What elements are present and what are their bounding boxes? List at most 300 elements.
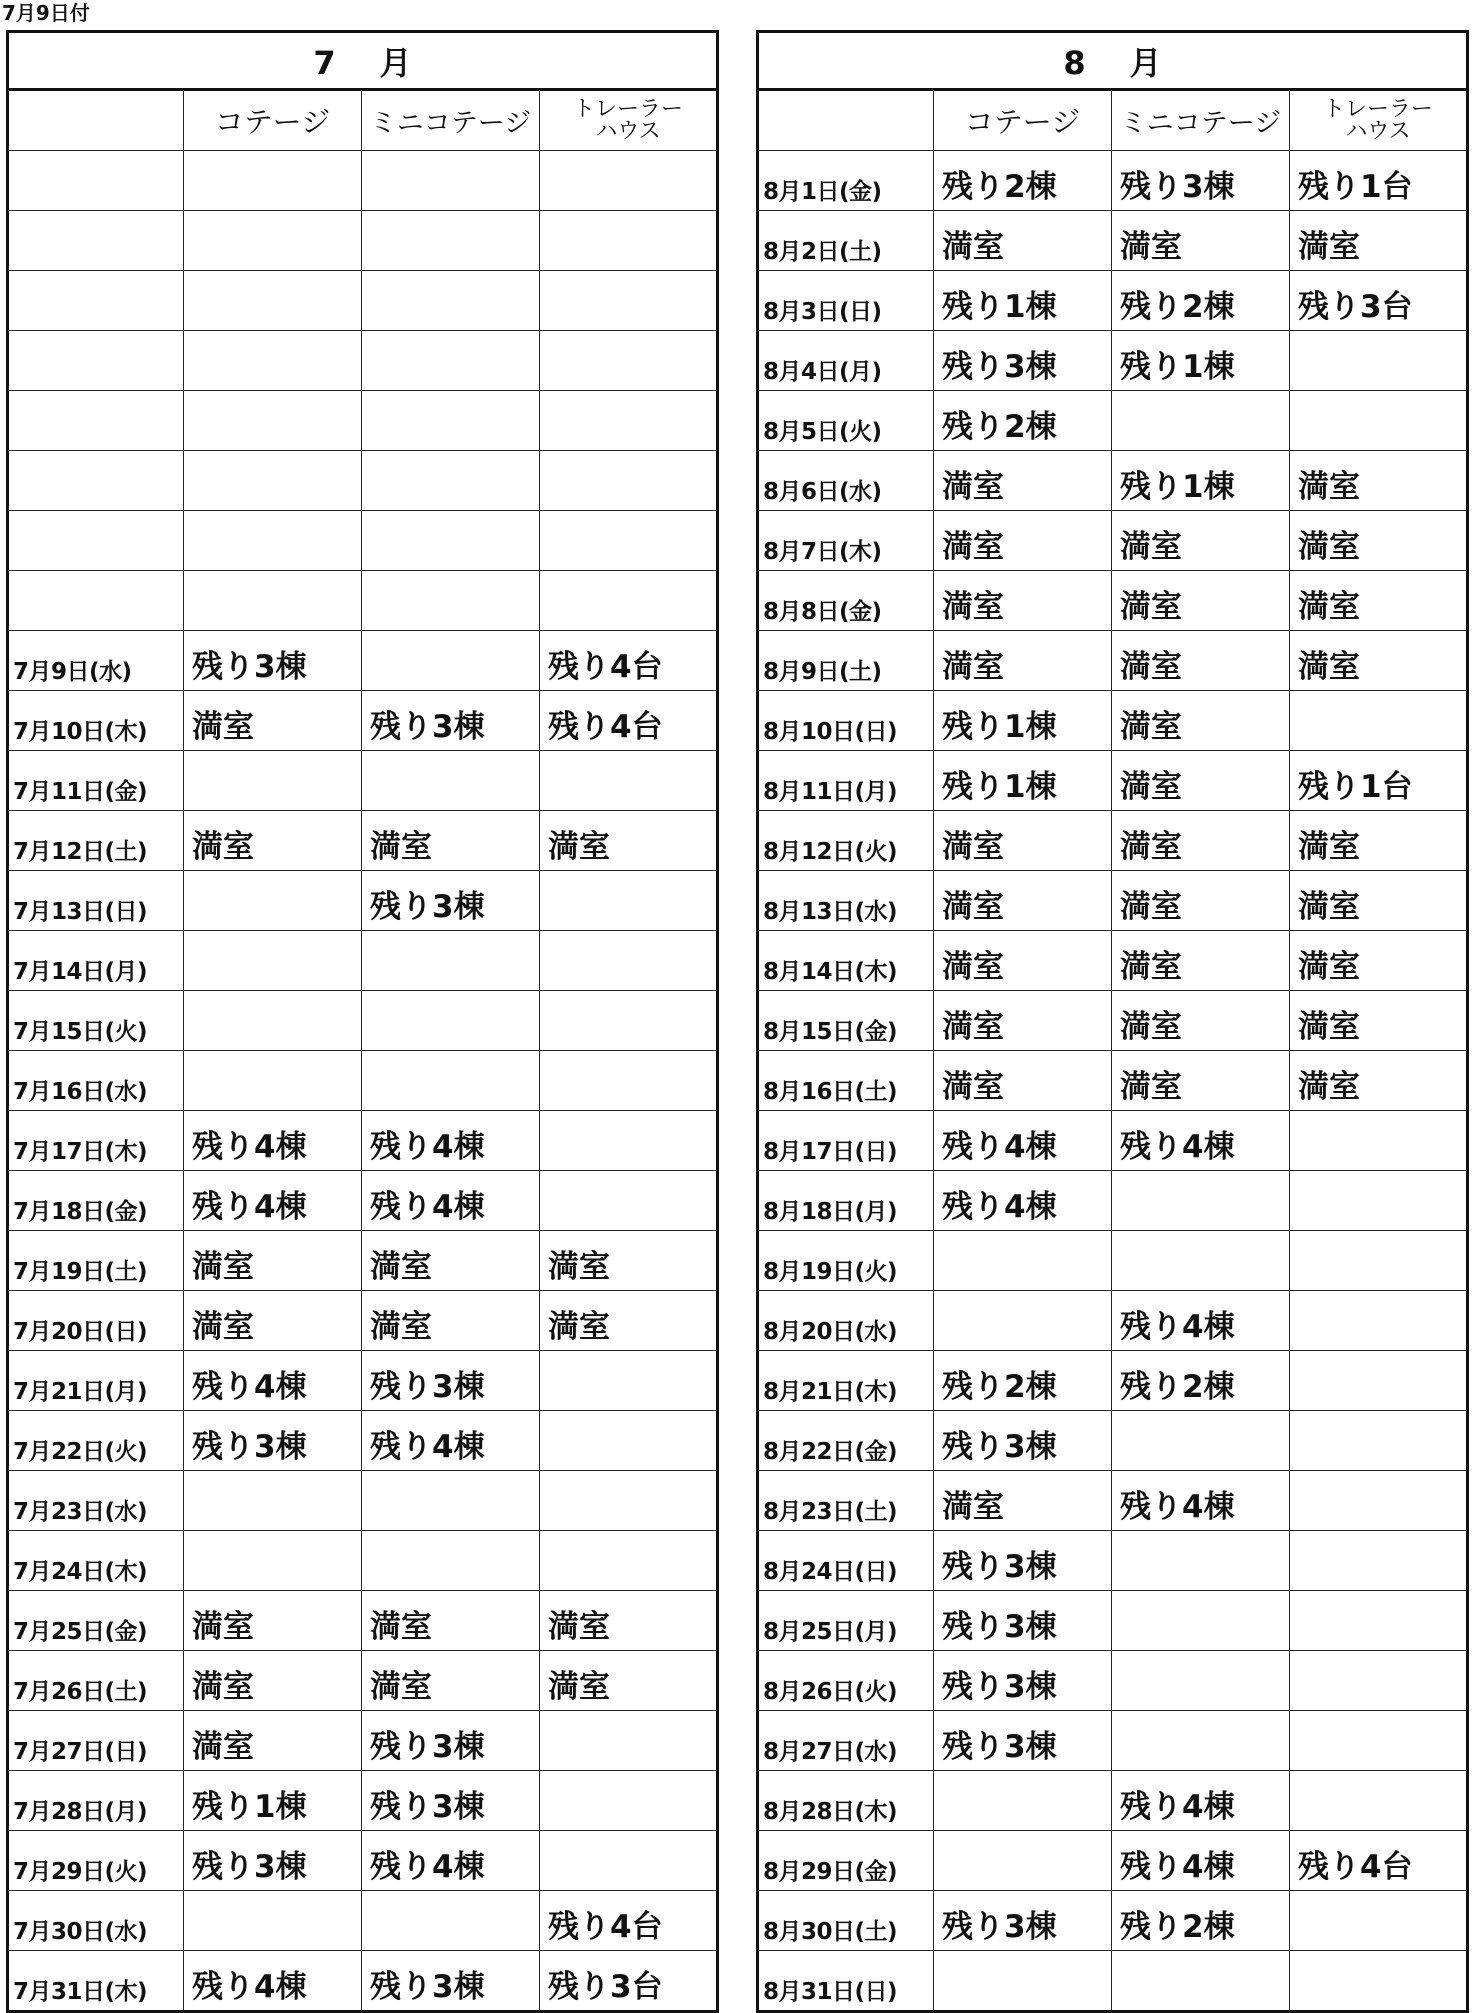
mini-cottage-availability-cell: 残り3棟 bbox=[362, 871, 540, 931]
trailer-house-availability-cell bbox=[540, 991, 718, 1051]
mini-cottage-availability-cell: 残り1棟 bbox=[1112, 451, 1290, 511]
day-row bbox=[758, 1531, 1468, 1591]
cottage-availability-cell: 残り1棟 bbox=[934, 691, 1112, 751]
trailer-house-availability-cell bbox=[1290, 1591, 1468, 1651]
date-cell bbox=[8, 331, 184, 391]
trailer-house-availability-cell: 残り3台 bbox=[540, 1951, 718, 2012]
august-table bbox=[756, 30, 1469, 2013]
trailer-house-availability-cell bbox=[1290, 1411, 1468, 1471]
mini-cottage-availability-cell bbox=[362, 391, 540, 451]
mini-cottage-availability-cell: 満室 bbox=[1112, 871, 1290, 931]
trailer-header-line1: トレーラー bbox=[573, 96, 684, 122]
date-cell: 7月21日(月) bbox=[8, 1351, 184, 1411]
trailer-house-availability-cell bbox=[1290, 1471, 1468, 1531]
date-cell: 7月23日(水) bbox=[8, 1471, 184, 1531]
cottage-availability-cell: 満室 bbox=[934, 451, 1112, 511]
date-cell: 7月25日(金) bbox=[8, 1591, 184, 1651]
cottage-availability-cell: 残り1棟 bbox=[184, 1771, 362, 1831]
date-cell: 8月12日(火) bbox=[758, 811, 934, 871]
mini-cottage-availability-cell bbox=[362, 571, 540, 631]
cottage-availability-cell: 満室 bbox=[184, 1291, 362, 1351]
cottage-availability-cell: 満室 bbox=[934, 1051, 1112, 1111]
date-cell: 8月29日(金) bbox=[758, 1831, 934, 1891]
date-cell: 8月15日(金) bbox=[758, 991, 934, 1051]
date-cell: 8月22日(金) bbox=[758, 1411, 934, 1471]
trailer-house-column-header bbox=[540, 90, 718, 151]
day-row bbox=[8, 991, 718, 1051]
date-cell: 8月2日(土) bbox=[758, 211, 934, 271]
day-row bbox=[8, 1591, 718, 1651]
date-cell: 7月14日(月) bbox=[8, 931, 184, 991]
date-cell: 7月26日(土) bbox=[8, 1651, 184, 1711]
mini-cottage-availability-cell: 満室 bbox=[362, 1651, 540, 1711]
mini-cottage-availability-cell bbox=[362, 451, 540, 511]
day-row bbox=[8, 931, 718, 991]
cottage-availability-cell bbox=[934, 1231, 1112, 1291]
date-cell: 8月27日(水) bbox=[758, 1711, 934, 1771]
cottage-availability-cell: 残り2棟 bbox=[934, 391, 1112, 451]
day-row bbox=[8, 811, 718, 871]
day-row bbox=[8, 1051, 718, 1111]
trailer-house-availability-cell bbox=[540, 931, 718, 991]
trailer-house-availability-cell bbox=[540, 391, 718, 451]
mini-cottage-availability-cell bbox=[362, 751, 540, 811]
date-cell: 7月12日(土) bbox=[8, 811, 184, 871]
cottage-availability-cell: 満室 bbox=[934, 931, 1112, 991]
day-row bbox=[8, 1471, 718, 1531]
trailer-house-availability-cell bbox=[540, 331, 718, 391]
mini-cottage-availability-cell: 残り2棟 bbox=[1112, 271, 1290, 331]
cottage-availability-cell bbox=[934, 1771, 1112, 1831]
cottage-availability-cell bbox=[184, 751, 362, 811]
day-row bbox=[758, 211, 1468, 271]
day-row bbox=[8, 1771, 718, 1831]
trailer-house-availability-cell: 満室 bbox=[1290, 871, 1468, 931]
mini-cottage-availability-cell: 満室 bbox=[1112, 931, 1290, 991]
date-cell: 8月14日(木) bbox=[758, 931, 934, 991]
date-cell bbox=[8, 151, 184, 211]
day-row bbox=[758, 1771, 1468, 1831]
trailer-house-availability-cell: 満室 bbox=[540, 1591, 718, 1651]
day-row bbox=[758, 1831, 1468, 1891]
date-cell: 8月4日(月) bbox=[758, 331, 934, 391]
day-row bbox=[8, 871, 718, 931]
day-row bbox=[8, 211, 718, 271]
date-cell bbox=[8, 211, 184, 271]
mini-cottage-availability-cell bbox=[1112, 1411, 1290, 1471]
cottage-availability-cell bbox=[184, 511, 362, 571]
day-row bbox=[8, 1951, 718, 2012]
cottage-availability-cell bbox=[934, 1291, 1112, 1351]
mini-cottage-availability-cell: 残り4棟 bbox=[362, 1111, 540, 1171]
mini-cottage-availability-cell: 残り2棟 bbox=[1112, 1351, 1290, 1411]
month-number: 8 bbox=[1063, 43, 1086, 82]
mini-cottage-availability-cell bbox=[362, 631, 540, 691]
day-row bbox=[8, 1111, 718, 1171]
trailer-house-availability-cell: 残り1台 bbox=[1290, 751, 1468, 811]
day-row bbox=[8, 151, 718, 211]
trailer-house-availability-cell: 満室 bbox=[540, 1651, 718, 1711]
mini-cottage-availability-cell: 残り4棟 bbox=[362, 1171, 540, 1231]
date-cell: 7月17日(木) bbox=[8, 1111, 184, 1171]
trailer-house-availability-cell: 満室 bbox=[1290, 511, 1468, 571]
mini-cottage-availability-cell bbox=[1112, 1951, 1290, 2012]
trailer-house-availability-cell bbox=[1290, 1291, 1468, 1351]
date-cell bbox=[8, 271, 184, 331]
day-row bbox=[758, 931, 1468, 991]
day-row bbox=[758, 511, 1468, 571]
cottage-availability-cell bbox=[184, 211, 362, 271]
mini-cottage-availability-cell: 残り3棟 bbox=[1112, 151, 1290, 211]
trailer-house-availability-cell bbox=[540, 151, 718, 211]
trailer-house-availability-cell bbox=[1290, 1951, 1468, 2012]
cottage-availability-cell bbox=[184, 451, 362, 511]
cottage-availability-cell: 満室 bbox=[934, 811, 1112, 871]
day-row bbox=[758, 631, 1468, 691]
mini-cottage-availability-cell bbox=[362, 1891, 540, 1951]
date-cell: 8月5日(火) bbox=[758, 391, 934, 451]
mini-cottage-availability-cell bbox=[1112, 1651, 1290, 1711]
cottage-availability-cell: 残り3棟 bbox=[184, 1831, 362, 1891]
trailer-house-availability-cell bbox=[540, 571, 718, 631]
date-cell bbox=[8, 451, 184, 511]
cottage-availability-cell: 残り1棟 bbox=[934, 271, 1112, 331]
trailer-house-availability-cell bbox=[1290, 1231, 1468, 1291]
trailer-house-availability-cell bbox=[1290, 1891, 1468, 1951]
date-cell: 8月17日(日) bbox=[758, 1111, 934, 1171]
cottage-availability-cell: 残り4棟 bbox=[184, 1171, 362, 1231]
cottage-availability-cell: 残り4棟 bbox=[934, 1171, 1112, 1231]
trailer-house-availability-cell bbox=[540, 1171, 718, 1231]
trailer-house-availability-cell bbox=[540, 451, 718, 511]
mini-cottage-availability-cell bbox=[1112, 1591, 1290, 1651]
date-cell: 8月26日(火) bbox=[758, 1651, 934, 1711]
mini-cottage-availability-cell: 残り3棟 bbox=[362, 1771, 540, 1831]
date-cell: 7月22日(火) bbox=[8, 1411, 184, 1471]
mini-cottage-availability-cell: 満室 bbox=[1112, 751, 1290, 811]
trailer-house-availability-cell: 満室 bbox=[1290, 571, 1468, 631]
day-row bbox=[758, 1111, 1468, 1171]
trailer-house-availability-cell: 満室 bbox=[1290, 451, 1468, 511]
date-cell bbox=[8, 391, 184, 451]
mini-cottage-availability-cell: 残り2棟 bbox=[1112, 1891, 1290, 1951]
date-cell: 7月16日(水) bbox=[8, 1051, 184, 1111]
day-row bbox=[758, 1411, 1468, 1471]
trailer-house-availability-cell: 満室 bbox=[540, 1291, 718, 1351]
cottage-column-header: コテージ bbox=[934, 90, 1112, 151]
mini-cottage-availability-cell bbox=[362, 211, 540, 271]
date-cell: 7月9日(水) bbox=[8, 631, 184, 691]
date-cell bbox=[8, 571, 184, 631]
cottage-availability-cell bbox=[184, 871, 362, 931]
cottage-availability-cell: 残り2棟 bbox=[934, 1351, 1112, 1411]
day-row bbox=[758, 391, 1468, 451]
trailer-house-availability-cell bbox=[1290, 691, 1468, 751]
day-row bbox=[758, 811, 1468, 871]
date-cell: 8月21日(木) bbox=[758, 1351, 934, 1411]
mini-cottage-availability-cell: 残り3棟 bbox=[362, 691, 540, 751]
cottage-availability-cell: 残り3棟 bbox=[934, 1591, 1112, 1651]
cottage-availability-cell bbox=[934, 1951, 1112, 2012]
trailer-house-availability-cell bbox=[1290, 1111, 1468, 1171]
mini-cottage-availability-cell: 残り4棟 bbox=[1112, 1831, 1290, 1891]
date-cell: 8月3日(日) bbox=[758, 271, 934, 331]
trailer-house-availability-cell: 残り4台 bbox=[540, 631, 718, 691]
cottage-availability-cell: 満室 bbox=[934, 571, 1112, 631]
day-row bbox=[758, 1051, 1468, 1111]
date-cell bbox=[8, 511, 184, 571]
mini-cottage-availability-cell: 残り4棟 bbox=[1112, 1291, 1290, 1351]
mini-cottage-availability-cell bbox=[362, 331, 540, 391]
day-row bbox=[758, 331, 1468, 391]
cottage-availability-cell: 満室 bbox=[934, 871, 1112, 931]
mini-cottage-availability-cell: 残り3棟 bbox=[362, 1951, 540, 2012]
cottage-availability-cell bbox=[184, 1891, 362, 1951]
trailer-house-availability-cell: 残り4台 bbox=[1290, 1831, 1468, 1891]
cottage-availability-cell bbox=[184, 1531, 362, 1591]
date-cell: 8月1日(金) bbox=[758, 151, 934, 211]
mini-cottage-availability-cell: 残り4棟 bbox=[1112, 1471, 1290, 1531]
mini-cottage-column-header: ミニコテージ bbox=[1112, 90, 1290, 151]
mini-cottage-availability-cell bbox=[362, 1531, 540, 1591]
date-column-header bbox=[8, 90, 184, 151]
day-row bbox=[8, 1531, 718, 1591]
date-cell: 7月18日(金) bbox=[8, 1171, 184, 1231]
cottage-availability-cell bbox=[184, 151, 362, 211]
cottage-availability-cell bbox=[184, 1051, 362, 1111]
date-cell: 7月19日(土) bbox=[8, 1231, 184, 1291]
cottage-availability-cell: 満室 bbox=[184, 691, 362, 751]
trailer-house-availability-cell: 満室 bbox=[1290, 991, 1468, 1051]
trailer-house-availability-cell bbox=[540, 871, 718, 931]
mini-cottage-availability-cell bbox=[362, 931, 540, 991]
mini-cottage-availability-cell: 残り4棟 bbox=[362, 1831, 540, 1891]
mini-cottage-availability-cell: 満室 bbox=[1112, 211, 1290, 271]
day-row bbox=[8, 631, 718, 691]
mini-cottage-availability-cell: 残り3棟 bbox=[362, 1351, 540, 1411]
trailer-house-availability-cell bbox=[540, 1531, 718, 1591]
trailer-house-availability-cell: 満室 bbox=[1290, 631, 1468, 691]
day-row bbox=[8, 1291, 718, 1351]
day-row bbox=[8, 571, 718, 631]
mini-cottage-availability-cell bbox=[362, 151, 540, 211]
cottage-availability-cell: 残り3棟 bbox=[934, 1891, 1112, 1951]
date-cell: 7月11日(金) bbox=[8, 751, 184, 811]
trailer-house-availability-cell bbox=[540, 1771, 718, 1831]
cottage-availability-cell: 満室 bbox=[934, 1471, 1112, 1531]
july-table bbox=[6, 30, 719, 2013]
date-cell: 7月10日(木) bbox=[8, 691, 184, 751]
day-row bbox=[758, 1711, 1468, 1771]
cottage-availability-cell: 満室 bbox=[184, 1651, 362, 1711]
trailer-house-availability-cell bbox=[540, 751, 718, 811]
cottage-availability-cell: 満室 bbox=[184, 1231, 362, 1291]
date-cell: 7月30日(水) bbox=[8, 1891, 184, 1951]
day-row bbox=[758, 1591, 1468, 1651]
day-row bbox=[8, 451, 718, 511]
day-row bbox=[8, 1891, 718, 1951]
day-row bbox=[758, 1351, 1468, 1411]
trailer-house-availability-cell bbox=[540, 1111, 718, 1171]
day-row bbox=[758, 271, 1468, 331]
cottage-availability-cell: 満室 bbox=[934, 631, 1112, 691]
cottage-availability-cell: 満室 bbox=[184, 1711, 362, 1771]
date-cell: 7月15日(火) bbox=[8, 991, 184, 1051]
trailer-header-line2: ハウス bbox=[1345, 118, 1411, 144]
day-row bbox=[758, 1291, 1468, 1351]
month-title bbox=[758, 32, 1468, 90]
day-row bbox=[758, 451, 1468, 511]
day-row bbox=[758, 691, 1468, 751]
cottage-availability-cell bbox=[184, 991, 362, 1051]
mini-cottage-availability-cell: 残り4棟 bbox=[1112, 1111, 1290, 1171]
cottage-column-header: コテージ bbox=[184, 90, 362, 151]
date-cell: 8月18日(月) bbox=[758, 1171, 934, 1231]
day-row bbox=[758, 991, 1468, 1051]
mini-cottage-availability-cell: 満室 bbox=[1112, 991, 1290, 1051]
date-cell: 8月16日(土) bbox=[758, 1051, 934, 1111]
trailer-house-availability-cell bbox=[1290, 1771, 1468, 1831]
day-row bbox=[8, 1351, 718, 1411]
cottage-availability-cell: 満室 bbox=[184, 811, 362, 871]
day-row bbox=[758, 871, 1468, 931]
date-column-header bbox=[758, 90, 934, 151]
cottage-availability-cell: 残り4棟 bbox=[934, 1111, 1112, 1171]
cottage-availability-cell: 残り4棟 bbox=[184, 1111, 362, 1171]
mini-cottage-availability-cell: 満室 bbox=[1112, 811, 1290, 871]
cottage-availability-cell: 残り4棟 bbox=[184, 1951, 362, 2012]
trailer-header-line1: トレーラー bbox=[1323, 96, 1434, 122]
mini-cottage-availability-cell bbox=[362, 271, 540, 331]
day-row bbox=[758, 571, 1468, 631]
cottage-availability-cell bbox=[934, 1831, 1112, 1891]
mini-cottage-column-header: ミニコテージ bbox=[362, 90, 540, 151]
day-row bbox=[8, 691, 718, 751]
mini-cottage-availability-cell: 満室 bbox=[362, 1591, 540, 1651]
day-row bbox=[758, 1471, 1468, 1531]
date-cell: 8月24日(日) bbox=[758, 1531, 934, 1591]
day-row bbox=[758, 151, 1468, 211]
cottage-availability-cell bbox=[184, 931, 362, 991]
mini-cottage-availability-cell: 満室 bbox=[1112, 511, 1290, 571]
mini-cottage-availability-cell: 満室 bbox=[362, 811, 540, 871]
date-cell: 7月31日(木) bbox=[8, 1951, 184, 2012]
date-cell: 8月20日(水) bbox=[758, 1291, 934, 1351]
day-row bbox=[758, 1651, 1468, 1711]
date-cell: 7月27日(日) bbox=[8, 1711, 184, 1771]
day-row bbox=[8, 1711, 718, 1771]
cottage-availability-cell: 満室 bbox=[934, 511, 1112, 571]
date-cell: 8月31日(日) bbox=[758, 1951, 934, 2012]
trailer-house-availability-cell bbox=[540, 1351, 718, 1411]
trailer-house-column-header bbox=[1290, 90, 1468, 151]
date-cell: 8月10日(日) bbox=[758, 691, 934, 751]
trailer-house-availability-cell: 満室 bbox=[540, 1231, 718, 1291]
trailer-house-availability-cell bbox=[540, 1411, 718, 1471]
month-unit: 月 bbox=[1129, 43, 1162, 82]
trailer-house-availability-cell bbox=[540, 271, 718, 331]
date-cell: 8月9日(土) bbox=[758, 631, 934, 691]
cottage-availability-cell: 残り1棟 bbox=[934, 751, 1112, 811]
date-cell: 7月29日(火) bbox=[8, 1831, 184, 1891]
day-row bbox=[758, 1951, 1468, 2012]
mini-cottage-availability-cell: 残り3棟 bbox=[362, 1711, 540, 1771]
date-cell: 8月30日(土) bbox=[758, 1891, 934, 1951]
cottage-availability-cell: 残り3棟 bbox=[184, 1411, 362, 1471]
date-cell: 8月8日(金) bbox=[758, 571, 934, 631]
date-cell: 7月13日(日) bbox=[8, 871, 184, 931]
cottage-availability-cell: 満室 bbox=[184, 1591, 362, 1651]
trailer-house-availability-cell bbox=[1290, 1651, 1468, 1711]
day-row bbox=[8, 1831, 718, 1891]
date-cell: 8月28日(木) bbox=[758, 1771, 934, 1831]
mini-cottage-availability-cell bbox=[1112, 391, 1290, 451]
trailer-house-availability-cell bbox=[540, 1471, 718, 1531]
trailer-house-availability-cell bbox=[540, 211, 718, 271]
cottage-availability-cell: 残り4棟 bbox=[184, 1351, 362, 1411]
mini-cottage-availability-cell: 満室 bbox=[1112, 1051, 1290, 1111]
cottage-availability-cell bbox=[184, 391, 362, 451]
trailer-house-availability-cell bbox=[1290, 391, 1468, 451]
date-cell: 8月6日(水) bbox=[758, 451, 934, 511]
mini-cottage-availability-cell bbox=[1112, 1711, 1290, 1771]
month-unit: 月 bbox=[379, 43, 412, 82]
trailer-house-availability-cell bbox=[1290, 331, 1468, 391]
cottage-availability-cell: 残り3棟 bbox=[934, 331, 1112, 391]
trailer-header-line2: ハウス bbox=[595, 118, 661, 144]
cottage-availability-cell: 残り3棟 bbox=[184, 631, 362, 691]
day-row bbox=[758, 751, 1468, 811]
trailer-house-availability-cell bbox=[1290, 1171, 1468, 1231]
cottage-availability-cell: 満室 bbox=[934, 211, 1112, 271]
trailer-house-availability-cell: 残り4台 bbox=[540, 691, 718, 751]
trailer-house-availability-cell: 満室 bbox=[1290, 211, 1468, 271]
cottage-availability-cell: 残り2棟 bbox=[934, 151, 1112, 211]
trailer-house-availability-cell bbox=[1290, 1711, 1468, 1771]
day-row bbox=[8, 1651, 718, 1711]
cottage-availability-cell bbox=[184, 271, 362, 331]
date-cell: 8月23日(土) bbox=[758, 1471, 934, 1531]
trailer-house-availability-cell: 満室 bbox=[540, 811, 718, 871]
mini-cottage-availability-cell: 満室 bbox=[1112, 691, 1290, 751]
day-row bbox=[758, 1171, 1468, 1231]
date-cell: 7月28日(月) bbox=[8, 1771, 184, 1831]
mini-cottage-availability-cell: 残り4棟 bbox=[1112, 1771, 1290, 1831]
trailer-house-availability-cell bbox=[540, 1051, 718, 1111]
trailer-house-availability-cell bbox=[540, 511, 718, 571]
day-row bbox=[8, 331, 718, 391]
trailer-house-availability-cell: 満室 bbox=[1290, 931, 1468, 991]
mini-cottage-availability-cell: 満室 bbox=[362, 1291, 540, 1351]
mini-cottage-availability-cell bbox=[362, 1471, 540, 1531]
mini-cottage-availability-cell: 満室 bbox=[1112, 631, 1290, 691]
date-cell: 8月25日(月) bbox=[758, 1591, 934, 1651]
cottage-availability-cell: 残り3棟 bbox=[934, 1711, 1112, 1771]
mini-cottage-availability-cell: 満室 bbox=[1112, 571, 1290, 631]
day-row bbox=[8, 511, 718, 571]
day-row bbox=[758, 1231, 1468, 1291]
cottage-availability-cell bbox=[184, 331, 362, 391]
mini-cottage-availability-cell bbox=[1112, 1531, 1290, 1591]
mini-cottage-availability-cell: 満室 bbox=[362, 1231, 540, 1291]
trailer-house-availability-cell bbox=[540, 1711, 718, 1771]
trailer-house-availability-cell bbox=[540, 1831, 718, 1891]
trailer-house-availability-cell: 満室 bbox=[1290, 811, 1468, 871]
day-row bbox=[8, 1231, 718, 1291]
month-number: 7 bbox=[313, 43, 336, 82]
trailer-house-availability-cell: 残り4台 bbox=[540, 1891, 718, 1951]
mini-cottage-availability-cell bbox=[362, 991, 540, 1051]
